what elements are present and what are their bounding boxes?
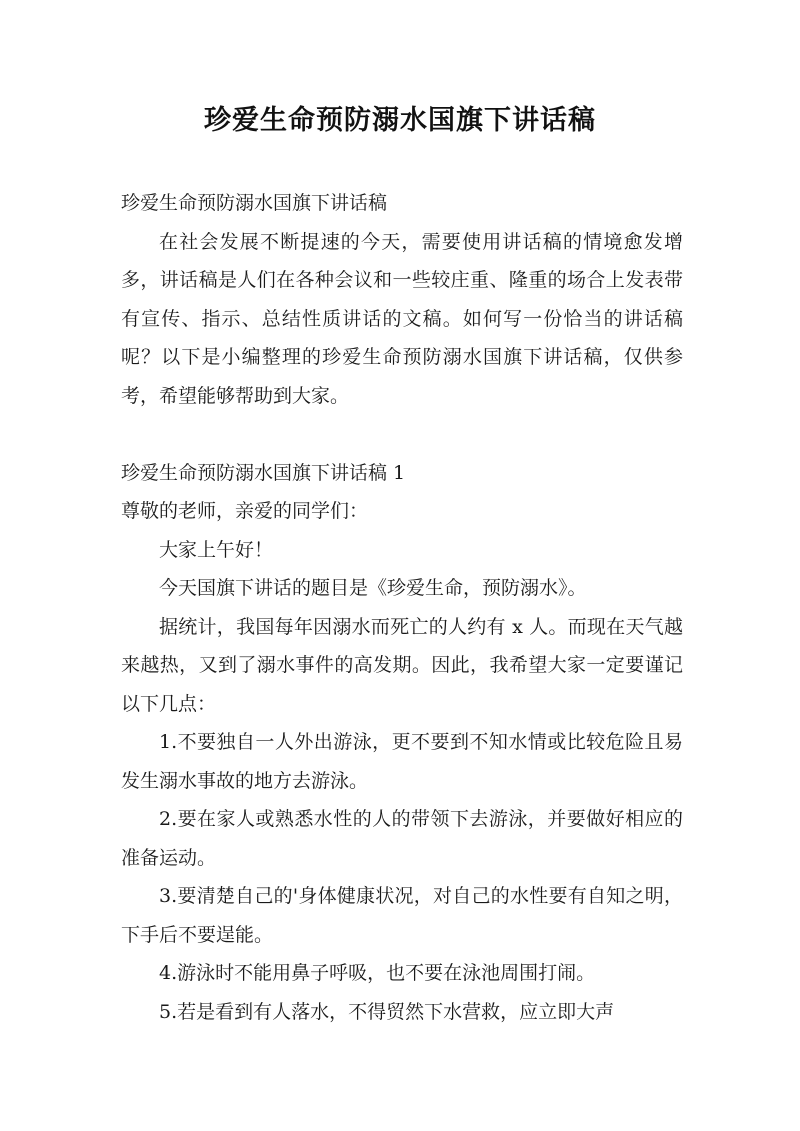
salutation: 尊敬的老师，亲爱的同学们： <box>121 500 369 522</box>
point-item: 4.游泳时不能用鼻子呼吸，也不要在泳池周围打闹。 <box>159 962 596 984</box>
document-subtitle: 珍爱生命预防溺水国旗下讲话稿 <box>121 192 388 214</box>
document-title: 珍爱生命预防溺水国旗下讲话稿 <box>204 105 596 136</box>
point-item: 3.要清楚自己的'身体健康状况，对自己的水性要有自知之明，下手后不要逞能。 <box>121 885 683 946</box>
statistics-paragraph: 据统计，我国每年因溺水而死亡的人约有 x 人。而现在天气越来越热，又到了溺水事件的高发期。因此，我希望大家一定要谨记以下几点： <box>121 615 683 715</box>
point-item: 1.不要独自一人外出游泳，更不要到不知水情或比较危险且易发生溺水事故的地方去游泳。 <box>121 731 683 792</box>
point-item: 2.要在家人或熟悉水性的人的带领下去游泳，并要做好相应的准备运动。 <box>121 808 683 869</box>
intro-paragraph: 在社会发展不断提速的今天，需要使用讲话稿的情境愈发增多，讲话稿是人们在各种会议和一些较庄重、隆重的场合上发表带有宣传、指示、总结性质讲话的文稿。如何写一份恰当的讲话稿呢？以下是小编整理的珍爱生命预防溺水国旗下讲话稿，仅供参考，希望能够帮助到大家。 <box>121 230 683 407</box>
topic-paragraph: 今天国旗下讲话的题目是《珍爱生命，预防溺水》。 <box>159 577 587 599</box>
greeting-paragraph: 大家上午好！ <box>159 538 274 561</box>
document-body <box>121 184 683 1031</box>
point-item: 5.若是看到有人落水，不得贸然下水营救，应立即大声 <box>159 1000 615 1023</box>
section-heading: 珍爱生命预防溺水国旗下讲话稿 1 <box>121 461 406 484</box>
paragraph-spacer <box>121 415 683 454</box>
